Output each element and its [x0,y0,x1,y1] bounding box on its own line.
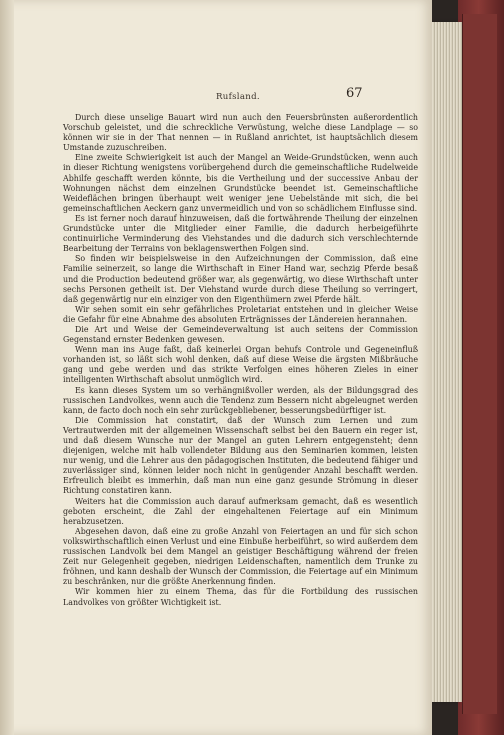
paragraph: Eine zweite Schwierigkeit ist auch der Mangel an Weide-Grundstücken, wenn auch in dieser Richtung wenigstens vorübergehend durch die gemeinschaftliche Rudelweide Abhilfe geschafft werden könnte, bis die Vertheilung und der successive Anbau der Wohnungen nächst dem einzelnen Grundstücke beendet ist. Gemeinschaftliche Weideflächen bringen überhaupt weit weniger jene Uebelstände mit sich, die bei gemeinschaftlichen Aeckern ganz unvermeidlich und von so schädlichem Einflusse sind. [63,153,418,213]
paragraph: Die Commission hat constatirt, daß der Wunsch zum Lernen und zum Vertrautwerden mit der allgemeinen Wissenschaft selbst bei den Bauern ein reger ist, und daß diesem Wunsche nur der Mangel an guten Lehrern entgegensteht; denn diejenigen, welche mit halb vollendeter Bildung aus den Seminarien kommen, leisten nur wenig, und die Lehrer aus den pädagogischen Instituten, die bedeutend fähiger und zuverlässiger sind, können leider noch nicht in genügender Anzahl beschafft werden. Erfreulich bleibt es immerhin, daß man nun eine ganz gesunde Strömung in dieser Richtung constatiren kann. [63,415,418,496]
book-cover-board [462,14,497,714]
paragraph: Weiters hat die Commission auch darauf aufmerksam gemacht, daß es wesentlich geboten erscheint, die Zahl der eingehaltenen Feiertage auf ein Minimum herabzusetzen. [63,496,418,526]
paragraph: Abgesehen davon, daß eine zu große Anzahl von Feiertagen an und für sich schon volkswirthschaftlich einen Verlust und eine Einbuße herbeiführt, so wird außerdem dem russischen Landvolk bei dem Mangel an geistiger Beschäftigung während der freien Zeit nur Gelegenheit gegeben, niedrigen Leidenschaften, namentlich dem Trunke zu fröhnen, und kann deshalb der Wunsch der Commission, die Feiertage auf ein Minimum zu beschränken, nur die größte Anerkennung finden. [63,526,418,587]
page-header [40,86,370,106]
body-text [63,113,418,608]
paragraph: Wenn man ins Auge faßt, daß keinerlei Organ behufs Controle und Gegeneinfluß vorhanden ist, so läßt sich wohl denken, daß auf diese Weise die ärgsten Mißbräuche gang und gebe werden und das strikte Verfolgen eines höheren Zieles in einer intelligenten Wirthschaft absolut unmöglich wird. [63,345,418,385]
page-gutter [0,0,14,735]
paragraph: So finden wir beispielsweise in den Aufzeichnungen der Commission, daß eine Familie seinerzeit, so lange die Wirthschaft in Einer Hand war, sechzig Pferde besaß und die Production bedeutend größer war, als gegenwärtig, wo diese Wirthschaft unter sechs Personen getheilt ist. Der Viehstand wurde durch diese Theilung so verringert, daß gegenwärtig nur ein einziger von den Eigenthümern zwei Pferde hält. [63,254,418,304]
paragraph: Es kann dieses System um so verhängnißvoller werden, als der Bildungsgrad des russischen Landvolkes, wenn auch die Tendenz zum Bessern nicht abgeleugnet werden kann, de facto doch noch ein sehr zurückgebliebener, besserungsbedürftiger ist. [63,385,418,415]
paragraph: Wir kommen hier zu einem Thema, das für die Fortbildung des russischen Landvolkes von größter Wichtigkeit ist. [63,587,418,607]
paragraph: Die Art und Weise der Gemeindeverwaltung ist auch seitens der Commission Gegenstand ernster Bedenken gewesen. [63,324,418,345]
paragraph: Durch diese unselige Bauart wird nun auch den Feuersbrünsten außerordentlich Vorschub geleistet, und die schreckliche Verwüstung, welche diese Landplage — so können wir sie in der That nennen — in Rußland anrichtet, ist hauptsächlich diesem Umstande zuzuschreiben. [63,113,418,153]
page-number: 67 [346,86,363,101]
running-head: Rufsland. [216,92,260,102]
paragraph: Es ist ferner noch darauf hinzuweisen, daß die fortwährende Theilung der einzelnen Grundstücke unter die Mitglieder einer Familie, die dadurch herbeigeführte continuirliche Verminderung des Viehstandes und die dadurch sich verschlechternde Bearbeitung der Terrains von beklagenswerthen Folgen sind. [63,213,418,254]
paragraph: Wir sehen somit ein sehr gefährliches Proletariat entstehen und in gleicher Weise die Gefahr für eine Abnahme des absoluten Erträgnisses der Ländereien herannahen. [63,304,418,324]
